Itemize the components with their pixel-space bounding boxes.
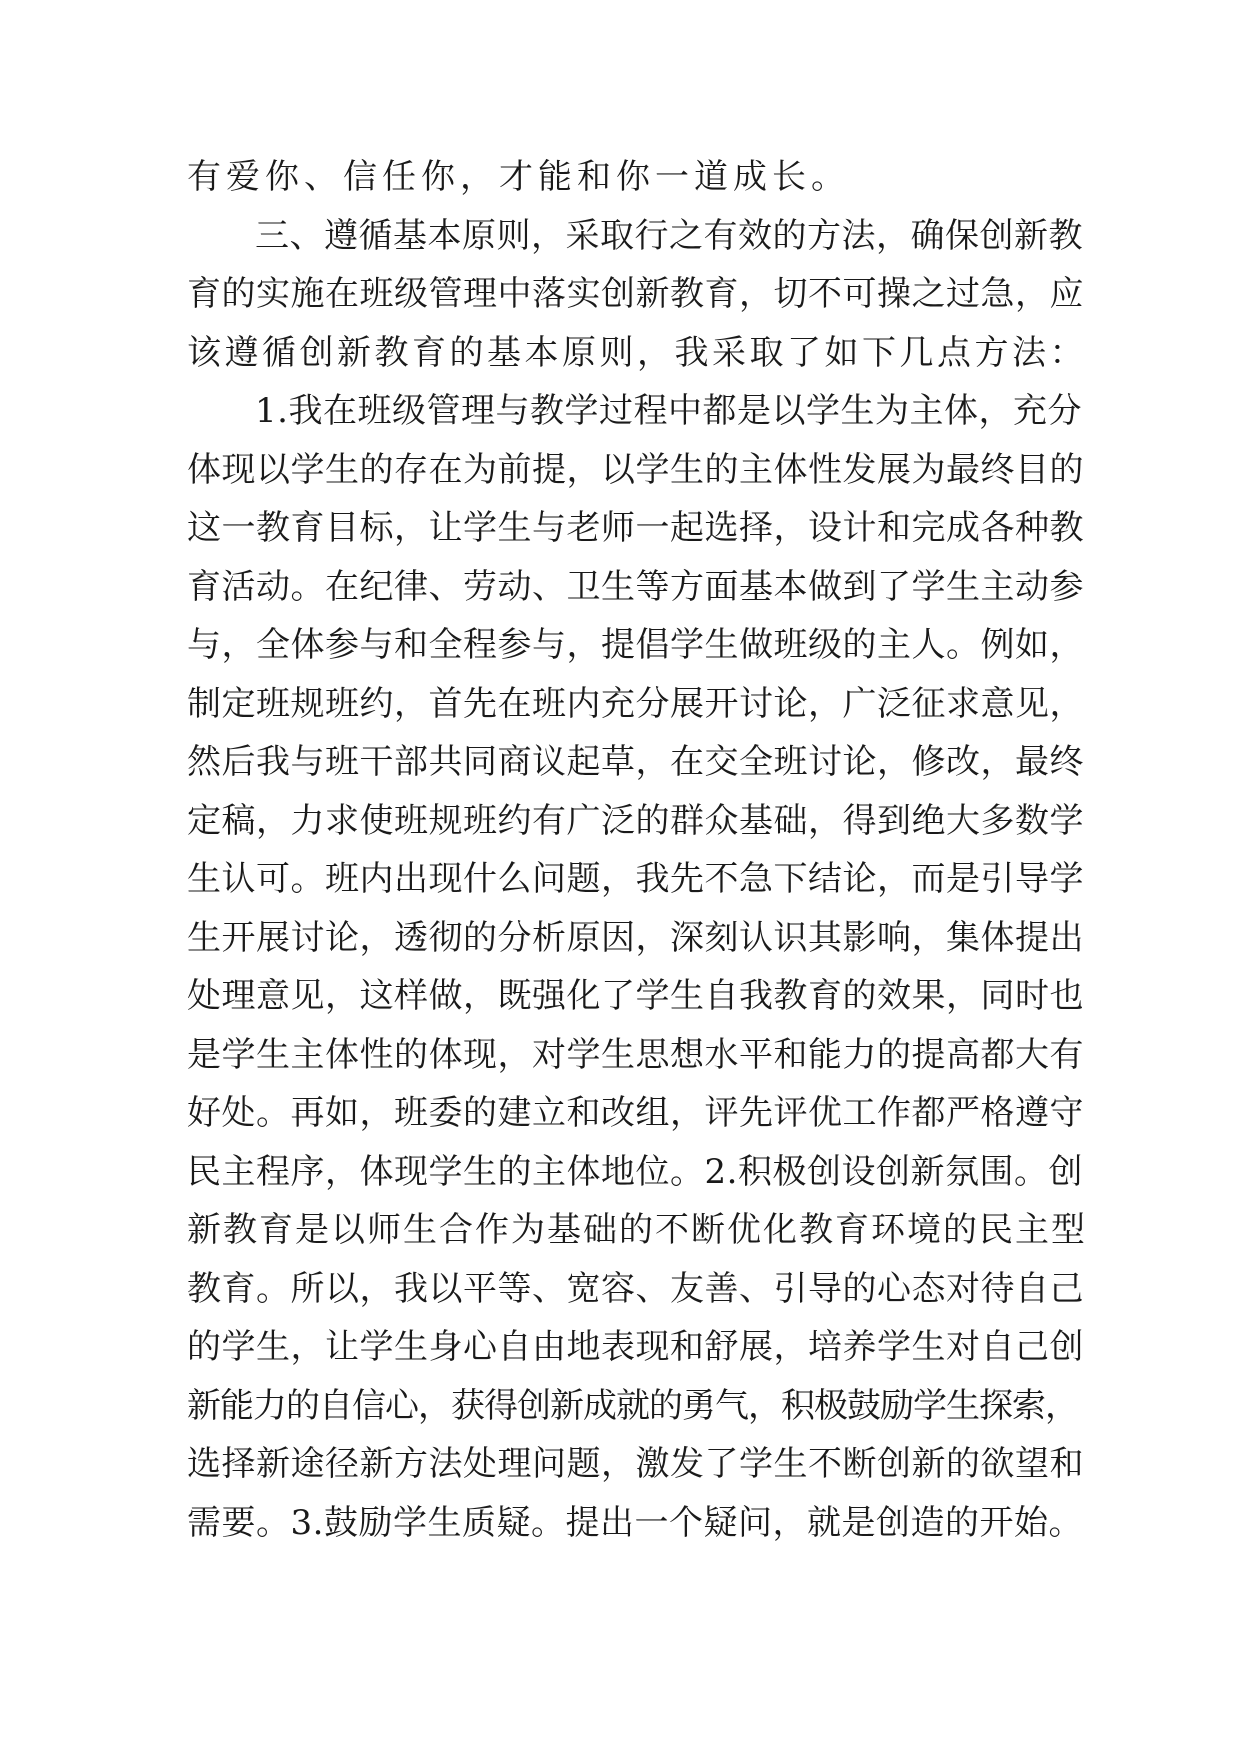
- text-line: 与，全体参与和全程参与，提倡学生做班级的主人。例如，: [187, 625, 1084, 665]
- text-line: 育的实施在班级管理中落实创新教育，切不可操之过急，应: [187, 274, 1084, 314]
- text-line: 生认可。班内出现什么问题，我先不急下结论，而是引导学: [187, 859, 1084, 899]
- text-line: 定稿，力求使班规班约有广泛的群众基础，得到绝大多数学: [187, 800, 1084, 841]
- text-line: 该遵循创新教育的基本原则，我采取了如下几点方法：: [187, 332, 1087, 373]
- body-text: [187, 148, 1087, 1552]
- text-line: 新教育是以师生合作为基础的不断优化教育环境的民主型: [187, 1210, 1087, 1250]
- text-line: 处理意见，这样做，既强化了学生自我教育的效果，同时也: [187, 976, 1084, 1016]
- text-line: 好处。再如，班委的建立和改组，评先评优工作都严格遵守: [187, 1093, 1084, 1133]
- text-line: 这一教育目标，让学生与老师一起选择，设计和完成各种教: [187, 508, 1084, 548]
- text-line: 体现以学生的存在为前提，以学生的主体性发展为最终目的: [187, 449, 1084, 490]
- text-line: 是学生主体性的体现，对学生思想水平和能力的提高都大有: [187, 1034, 1084, 1075]
- text-line: 教育。所以，我以平等、宽容、友善、引导的心态对待自己: [187, 1268, 1084, 1309]
- text-line: 有爱你、信任你，才能和你一道成长。: [187, 157, 850, 197]
- text-line: 民主程序，体现学生的主体地位。2.积极创设创新氛围。创: [187, 1151, 1083, 1192]
- text-line: 然后我与班干部共同商议起草，在交全班讨论，修改，最终: [187, 742, 1084, 782]
- text-line: 新能力的自信心，获得创新成就的勇气，积极鼓励学生探索，: [187, 1385, 1078, 1426]
- text-line: 三、遵循基本原则，采取行之有效的方法，确保创新教: [255, 215, 1083, 256]
- text-line: 选择新途径新方法处理问题，激发了学生不断创新的欲望和: [187, 1444, 1084, 1484]
- text-line: 制定班规班约，首先在班内充分展开讨论，广泛征求意见，: [187, 683, 1084, 724]
- text-line: 1.我在班级管理与教学过程中都是以学生为主体，充分: [255, 391, 1082, 431]
- text-line: 育活动。在纪律、劳动、卫生等方面基本做到了学生主动参: [187, 566, 1084, 607]
- text-line: 需要。3.鼓励学生质疑。提出一个疑问，就是创造的开始。: [187, 1502, 1083, 1543]
- text-line: 生开展讨论，透彻的分析原因，深刻认识其影响，集体提出: [187, 917, 1084, 958]
- text-line: 的学生，让学生身心自由地表现和舒展，培养学生对自己创: [187, 1327, 1084, 1367]
